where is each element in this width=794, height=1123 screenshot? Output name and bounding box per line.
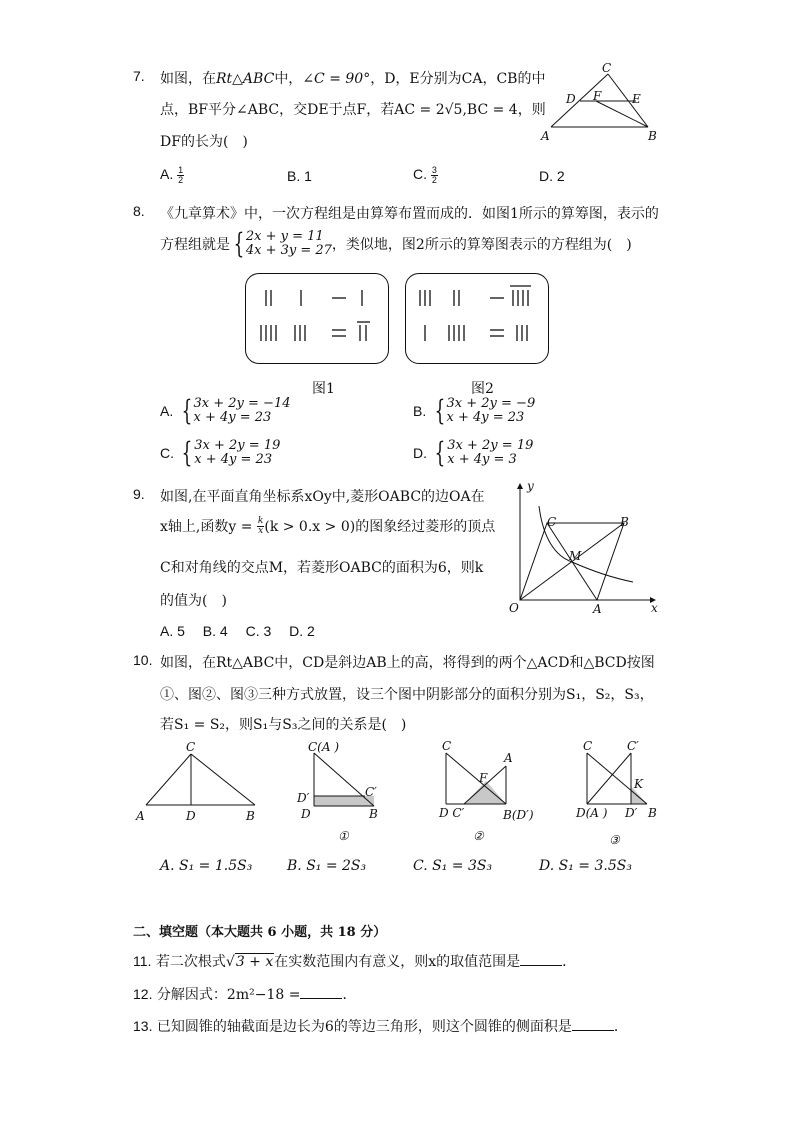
question-number: 7. — [133, 68, 145, 84]
rod-diagram — [406, 274, 548, 363]
triangle-figure — [538, 60, 668, 145]
counting-rod-figure-2 — [405, 273, 549, 364]
label-d: D — [566, 92, 576, 106]
svg-text:①: ① — [338, 829, 349, 843]
figure-caption: 图2 — [471, 381, 494, 397]
question-number: 9. — [133, 486, 145, 502]
question-number: 8. — [133, 203, 145, 219]
question-text-line1: 如图，在Rt△ABC中，∠C = 90°，D，E分别为CA，CB的中 — [160, 71, 546, 87]
question-text-line4: 的值为( ) — [160, 593, 227, 609]
triangle-figure-3 — [572, 736, 672, 848]
rod-diagram — [246, 274, 388, 363]
label-a: A — [593, 602, 602, 616]
svg-text:B: B — [648, 806, 657, 820]
triangle-figure-1 — [295, 738, 395, 846]
question-text-line2: 点，BF平分∠ABC，交DE于点F，若AC = 2√5,BC = 4，则 — [160, 102, 546, 118]
label-f: F — [593, 89, 602, 103]
svg-text:C′: C′ — [627, 739, 639, 753]
option-b[interactable]: B. { 3x + 2y = −9 x + 4y = 23 — [413, 394, 536, 427]
question-text-line3: C和对角线的交点M，若菱形OABC的面积为6，则k — [160, 560, 484, 576]
triangle-figure-base — [132, 740, 267, 828]
fraction: $\frac{3}{2}$ — [431, 165, 437, 185]
svg-text:K: K — [634, 777, 643, 791]
svg-text:D(A ): D(A ) — [576, 806, 608, 820]
svg-text:C: C — [442, 739, 452, 753]
option-a[interactable]: A. { 3x + 2y = −14 x + 4y = 23 — [160, 394, 291, 427]
label-x: x — [651, 601, 658, 615]
svg-text:C: C — [186, 740, 196, 754]
svg-text:A: A — [136, 809, 145, 823]
question-text-line2: 方程组就是 { 2x + y = 11 4x + 3y = 27 ，类似地，图2所示的算筹图表示的方程组为( ) — [160, 227, 632, 260]
svg-text:D: D — [186, 809, 196, 823]
figure-caption: 图1 — [312, 381, 335, 397]
question-12: 12. 分解因式：2m²−18 = ． — [133, 986, 357, 1003]
section-heading: 二、填空题（本大题共 6 小题，共 18 分） — [133, 925, 387, 940]
question-text-line3: DF的长为( ) — [160, 134, 248, 150]
option-c[interactable]: C. S₁ = 3S₃ — [413, 858, 493, 874]
answer-blank[interactable] — [300, 986, 342, 999]
svg-text:D: D — [301, 807, 311, 821]
option-a[interactable]: A. $\frac{1}{2}$ — [160, 165, 184, 185]
radicand: 3 + x — [235, 954, 274, 970]
answer-blank[interactable] — [572, 1018, 614, 1031]
svg-text:B(D′): B(D′) — [503, 808, 534, 822]
svg-text:B: B — [246, 809, 255, 823]
counting-rod-figure-1 — [245, 273, 389, 364]
label-c: C — [547, 515, 557, 529]
label-m: M — [569, 549, 582, 563]
rhombus-coordinate-figure — [495, 478, 665, 618]
option-c[interactable]: C. $\frac{3}{2}$ — [413, 165, 437, 185]
svg-text:D′: D′ — [297, 791, 310, 805]
fraction: $\frac{k}{x}$ — [257, 515, 264, 536]
question-text-line3: 若S₁ = S₂，则S₁与S₃之间的关系是( ) — [160, 717, 407, 733]
label-c: C — [602, 61, 612, 75]
question-11: 11. 若二次根式√3 + x在实数范围内有意义，则x的取值范围是 ． — [133, 953, 577, 970]
svg-text:C(A ): C(A ) — [308, 740, 340, 754]
label-b: B — [620, 515, 629, 529]
label-a: A — [541, 129, 550, 143]
fraction: $\frac{1}{2}$ — [178, 165, 184, 185]
svg-text:C′: C′ — [365, 785, 377, 799]
option-a[interactable]: A. S₁ = 1.5S₃ — [160, 858, 253, 874]
option-c[interactable]: C. { 3x + 2y = 19 x + 4y = 23 — [160, 436, 281, 469]
triangle-figure-2 — [433, 736, 543, 846]
label-b: B — [648, 129, 657, 143]
option-b[interactable]: B. S₁ = 2S₃ — [287, 858, 367, 874]
answer-blank[interactable] — [520, 953, 562, 966]
option-b[interactable]: B. 1 — [287, 168, 312, 184]
svg-text:D′: D′ — [625, 806, 638, 820]
option-d[interactable]: D. { 3x + 2y = 19 x + 4y = 3 — [413, 436, 534, 469]
options-row[interactable]: A. 5 B. 4 C. 3 D. 2 — [160, 623, 315, 639]
svg-text:③: ③ — [609, 833, 620, 847]
question-13: 13. 已知圆锥的轴截面是边长为6的等边三角形，则这个圆锥的侧面积是 ． — [133, 1018, 628, 1035]
option-d[interactable]: D. S₁ = 3.5S₃ — [539, 858, 632, 874]
question-text-line1: 《九章算术》中，一次方程组是由算筹布置而成的．如图1所示的算筹图，表示的 — [160, 206, 659, 222]
svg-text:F: F — [479, 771, 488, 785]
svg-text:D C′: D C′ — [439, 806, 465, 820]
label-e: E — [632, 92, 641, 106]
equation-system: 2x + y = 11 4x + 3y = 27 — [245, 229, 332, 258]
svg-text:②: ② — [473, 829, 484, 843]
question-text-line2: ①、图②、图③三种方式放置，设三个图中阴影部分的面积分别为S₁，S₂，S₃， — [160, 687, 654, 703]
label-y: y — [527, 479, 534, 493]
svg-text:C: C — [583, 739, 593, 753]
question-number: 10. — [133, 652, 153, 668]
question-text-line1: 如图,在平面直角坐标系xOy中,菱形OABC的边OA在 — [160, 489, 485, 505]
question-text-line2: x轴上,函数y = $\frac{k}{x}$ (k > 0.x > 0)的图象经过菱形的顶点 — [160, 515, 496, 536]
svg-text:A: A — [504, 751, 513, 765]
svg-text:B: B — [369, 807, 378, 821]
label-o: O — [509, 601, 519, 615]
option-d[interactable]: D. 2 — [539, 168, 565, 184]
question-text-line1: 如图，在Rt△ABC中，CD是斜边AB上的高，将得到的两个△ACD和△BCD按图 — [160, 655, 655, 671]
